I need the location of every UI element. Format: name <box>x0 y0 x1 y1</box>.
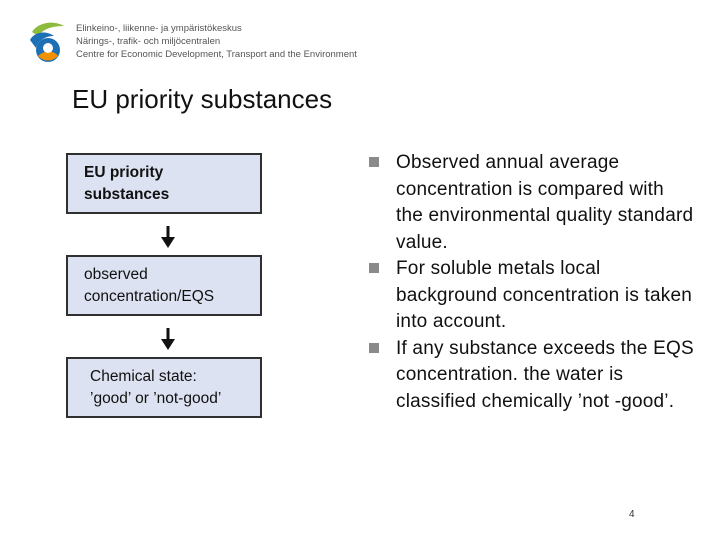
flow-box-line: EU priority <box>84 163 164 181</box>
arrow-down-icon <box>161 226 175 248</box>
organization-name <box>76 22 357 61</box>
flow-box-line: ’good’ or ’not-good’ <box>90 389 222 407</box>
page-number: 4 <box>629 509 635 520</box>
flow-box-line: substances <box>84 185 170 203</box>
flow-box-priority-substances <box>66 153 262 214</box>
flow-box-line: concentration/EQS <box>84 287 215 305</box>
bullet-text: For soluble metals local background concentration is taken into account. <box>396 258 693 332</box>
bullet-text: If any substance exceeds the EQS concentration. the water is classified chemically ’not -good’. <box>396 337 694 412</box>
bullet-item <box>366 256 696 336</box>
ely-centre-logo <box>24 18 72 66</box>
square-bullet-icon <box>369 343 379 353</box>
square-bullet-icon <box>369 157 379 167</box>
bullet-text: Observed annual average concentration is compared with the environmental quality standard value. <box>396 152 694 253</box>
slide-title: EU priority substances <box>72 84 333 114</box>
flow-box-chemical-state <box>66 357 262 418</box>
square-bullet-icon <box>369 263 379 273</box>
flow-box-observed-concentration <box>66 255 262 316</box>
flow-box-line: observed <box>84 265 148 283</box>
bullet-list <box>366 150 696 415</box>
bullet-item <box>366 150 696 256</box>
flow-box-line: Chemical state: <box>90 367 197 385</box>
org-line-finnish: Elinkeino-, liikenne- ja ympäristökeskus <box>76 23 242 34</box>
org-line-swedish: Närings-, trafik- och miljöcentralen <box>76 36 221 47</box>
org-line-english: Centre for Economic Development, Transport and the Environment <box>76 49 357 60</box>
bullet-item <box>366 336 696 416</box>
arrow-down-icon <box>161 328 175 350</box>
